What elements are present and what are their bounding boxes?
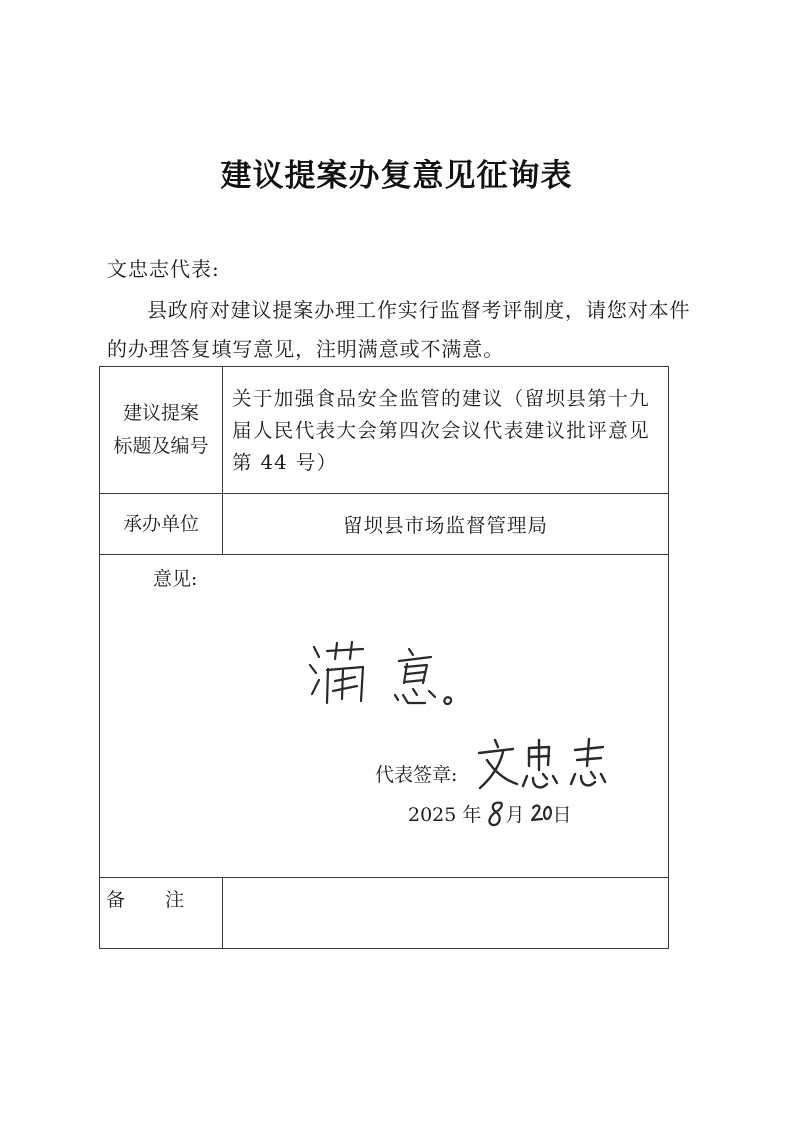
intro-paragraph: 县政府对建议提案办理工作实行监督考评制度，请您对本件的办理答复填写意见，注明满意或不满意。 [107, 298, 691, 361]
remark-value-cell[interactable] [223, 878, 669, 949]
feedback-form-table [99, 366, 669, 949]
signature-label: 代表签章: [375, 764, 458, 786]
topic-value: 关于加强食品安全监管的建议（留坝县第十九届人民代表大会第四次会议代表建议批评意见第 44 号） [223, 367, 669, 494]
remark-label-part2: 注 [165, 889, 185, 911]
opinion-cell[interactable] [100, 555, 669, 878]
remark-label-part1: 备 [106, 889, 126, 911]
salutation: 文忠志代表: [107, 257, 220, 281]
opinion-label: 意见: [153, 568, 198, 590]
page-title: 建议提案办复意见征询表 [220, 158, 573, 194]
remark-label [100, 878, 223, 949]
topic-row [100, 367, 669, 494]
topic-label-line2: 标题及编号 [113, 435, 209, 457]
date-month-handwriting [487, 799, 505, 829]
topic-label-cell [100, 367, 223, 494]
date-year-char: 年 [462, 804, 482, 826]
unit-label: 承办单位 [100, 494, 223, 555]
unit-row [100, 494, 669, 555]
sign-date [408, 800, 572, 831]
opinion-handwriting [305, 639, 505, 714]
date-day-char: 日 [552, 804, 572, 826]
remark-row [100, 878, 669, 949]
date-month-char: 月 [505, 804, 525, 826]
opinion-row [100, 555, 669, 878]
signature-handwriting [477, 738, 637, 796]
unit-value: 留坝县市场监督管理局 [223, 494, 669, 555]
date-day-handwriting [531, 802, 553, 826]
topic-label-line1: 建议提案 [122, 402, 199, 424]
date-year: 2025 [408, 804, 457, 826]
